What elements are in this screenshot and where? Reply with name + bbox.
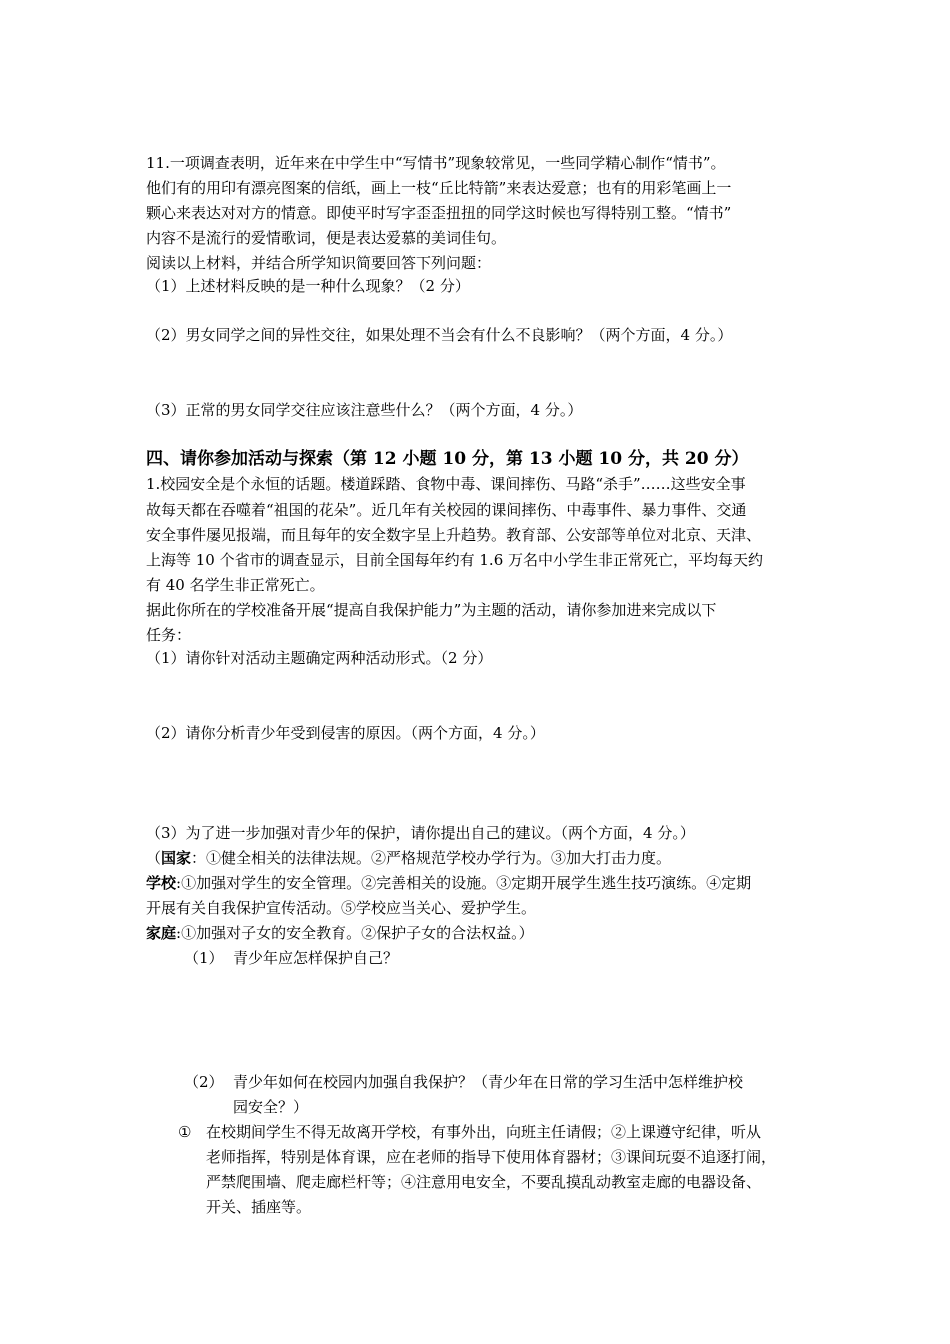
list-item-1-number: （1） <box>184 949 224 967</box>
q11-line-1: 11.一项调查表明，近年来在中学生中“写情书”现象较常见，一些同学精心制作“情书”。 <box>146 154 726 172</box>
q11-sub1: （1）上述材料反映的是一种什么现象？（2 分） <box>146 277 470 295</box>
list-item-2-text: 青少年如何在校园内加强自我保护？（青少年在日常的学习生活中怎样维护校 <box>233 1073 744 1091</box>
material-line-5: 有 40 名学生非正常死亡。 <box>146 576 325 594</box>
answer-country-label: 国家 <box>161 849 192 867</box>
final-line-3: 严禁爬围墙、爬走廊栏杆等；④注意用电安全，不要乱摸乱动教室走廊的电器设备、 <box>206 1173 762 1191</box>
material-line-4: 上海等 10 个省市的调查显示，目前全国每年约有 1.6 万名中小学生非正常死亡，平均每天约 <box>146 551 764 569</box>
answer-school: 学校:①加强对学生的安全管理。②完善相关的设施。③定期开展学生逃生技巧演练。④定期 <box>146 874 752 892</box>
q11-line-4: 内容不是流行的爱情歌词，便是表达爱慕的美词佳句。 <box>146 229 507 247</box>
q11-sub2: （2）男女同学之间的异性交往，如果处理不当会有什么不良影响？（两个方面，4 分。） <box>146 326 733 344</box>
material-line-3: 安全事件屡见报端，而且每年的安全数字呈上升趋势。教育部、公安部等单位对北京、天津、 <box>146 526 762 544</box>
answer-family: 家庭:①加强对子女的安全教育。②保护子女的合法权益。） <box>146 924 534 942</box>
material-line-7: 任务： <box>146 626 192 644</box>
material-line-2: 故每天都在吞噬着“祖国的花朵”。近几年有关校园的课间摔伤、中毒事件、暴力事件、交通 <box>146 501 747 519</box>
list-item-2-number: （2） <box>184 1073 224 1091</box>
task-sub1: （1）请你针对活动主题确定两种活动形式。（2 分） <box>146 649 493 667</box>
task-sub3: （3）为了进一步加强对青少年的保护，请你提出自己的建议。（两个方面，4 分。） <box>146 824 695 842</box>
answer-school-cont: 开展有关自我保护宣传活动。⑤学校应当关心、爱护学生。 <box>146 899 537 917</box>
q11-line-3: 颗心来表达对对方的情意。即使平时写字歪歪扭扭的同学这时候也写得特别工整。“情书” <box>146 204 732 222</box>
list-item-2-text-cont: 园安全？） <box>233 1098 309 1116</box>
answer-country: （国家：①健全相关的法律法规。②严格规范学校办学行为。③加大打击力度。 <box>146 849 672 867</box>
answer-family-label: 家庭 <box>146 924 177 942</box>
final-line-2: 老师指挥，特别是体育课，应在老师的指导下使用体育器材；③课间玩耍不追逐打闹， <box>206 1148 777 1166</box>
section4-heading: 四、请你参加活动与探索（第 12 小题 10 分，第 13 小题 10 分，共 20 分） <box>146 449 749 469</box>
q11-line-2: 他们有的用印有漂亮图案的信纸，画上一枝“丘比特箭”来表达爱意；也有的用彩笔画上一 <box>146 179 732 197</box>
final-line-4: 开关、插座等。 <box>206 1198 312 1216</box>
material-line-6: 据此你所在的学校准备开展“提高自我保护能力”为主题的活动，请你参加进来完成以下 <box>146 601 717 619</box>
list-item-1-text: 青少年应怎样保护自己？ <box>233 949 399 967</box>
final-number: ① <box>178 1123 192 1141</box>
final-line-1: 在校期间学生不得无故离开学校，有事外出，向班主任请假；②上课遵守纪律，听从 <box>206 1123 762 1141</box>
task-sub2: （2）请你分析青少年受到侵害的原因。（两个方面，4 分。） <box>146 724 545 742</box>
q11-line-5: 阅读以上材料，并结合所学知识简要回答下列问题： <box>146 254 492 272</box>
q11-sub3: （3）正常的男女同学交往应该注意些什么？（两个方面，4 分。） <box>146 401 583 419</box>
material-line-1: 1.校园安全是个永恒的话题。楼道踩踏、食物中毒、课间摔伤、马路“杀手”……这些安全事 <box>146 475 746 493</box>
answer-school-label: 学校 <box>146 874 177 892</box>
